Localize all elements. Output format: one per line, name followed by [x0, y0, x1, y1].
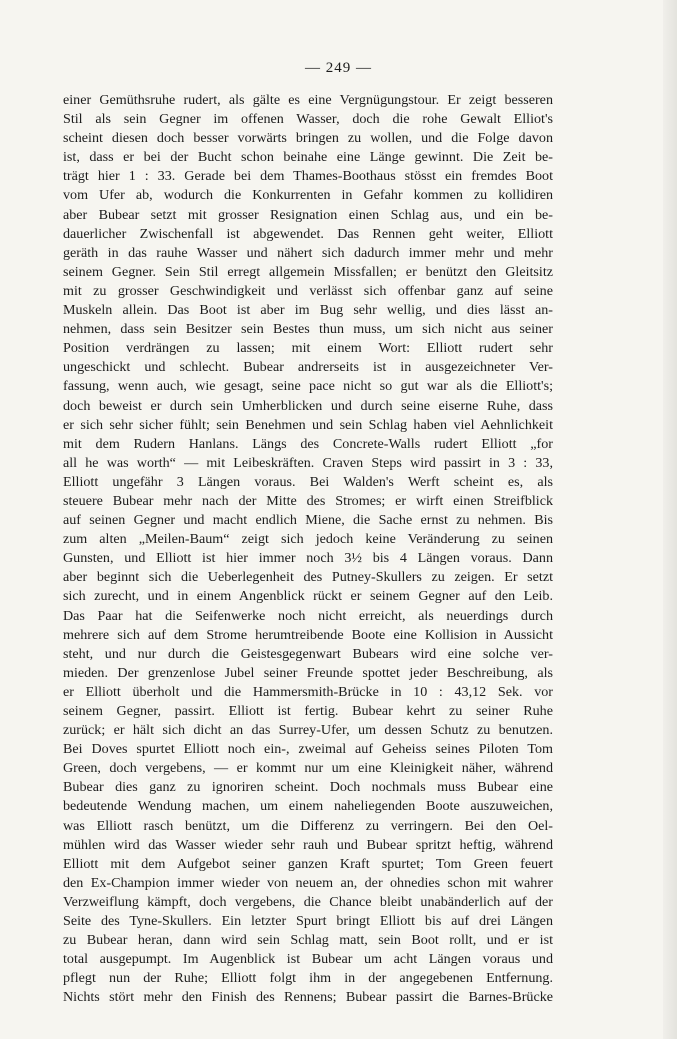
- text-line: vom Ufer ab, wodurch die Konkurrenten in Gefahr kommen zu kollidiren: [63, 187, 553, 204]
- text-line: dauerlicher Zwischenfall ist abgewendet. Das Rennen geht weiter, Elliott: [63, 225, 553, 242]
- text-line: total ausgepumpt. Im Augenblick ist Bubear um acht Längen voraus und: [63, 951, 553, 968]
- text-line: mieden. Der grenzenlose Jubel seiner Freunde spottet jeder Beschreibung, als: [63, 664, 553, 681]
- text-line: seinem Gegner, passirt. Elliott ist fertig. Bubear kehrt zu seiner Ruhe: [63, 703, 553, 719]
- text-line: den Ex-Champion immer wieder von neuem an, der ohnedies schon mit wahrer: [63, 874, 553, 891]
- text-line: mehrere sich auf dem Strome herumtreibende Boote eine Kollision in Aussicht: [63, 626, 553, 643]
- text-line: Seite des Tyne-Skullers. Ein letzter Spurt bringt Elliott bis auf drei Längen: [63, 913, 553, 930]
- text-line: scheint diesen doch besser vorwärts bringen zu wollen, und die Folge davon: [63, 130, 553, 147]
- text-line: Muskeln allein. Das Boot ist aber im Bug sehr wellig, und dies lässt an-: [63, 302, 553, 319]
- text-line: nehmen, dass sein Besitzer sein Bestes thun muss, um sich nicht aus seiner: [63, 321, 553, 338]
- text-line: zum alten „Meilen-Baum“ zeigt sich jedoch keine Veränderung zu seinen: [63, 531, 553, 548]
- text-line: aber Bubear setzt mit grosser Resignation einen Schlag aus, und ein be-: [63, 206, 553, 223]
- text-line: mit zu grosser Geschwindigkeit und verlässt sich offenbar ganz auf seine: [63, 282, 553, 299]
- text-line: ungeschickt und schlecht. Bubear andrerseits ist in ausgezeichneter Ver-: [63, 359, 553, 376]
- text-line: einer Gemüthsruhe rudert, als gälte es eine Vergnügungstour. Er zeigt besseren: [63, 92, 553, 108]
- text-line: fassung, wenn auch, wie gesagt, seine pace nicht so gut war als die Elliott's;: [63, 378, 553, 395]
- text-line: auf seinen Gegner und macht endlich Miene, die Sache ernst zu nehmen. Bis: [63, 512, 553, 529]
- text-line: Elliott ungefähr 3 Längen voraus. Bei Walden's Werft scheint es, als: [63, 473, 553, 490]
- text-line: geräth in das rauhe Wasser und nähert sich dadurch immer mehr und mehr: [63, 244, 553, 261]
- text-line: mit dem Rudern Hanlans. Längs des Concrete-Walls rudert Elliott „for: [63, 435, 553, 452]
- text-line: pflegt nun der Ruhe; Elliott folgt ihm in der angegebenen Entfernung.: [63, 970, 553, 987]
- text-line: Elliott mit dem Aufgebot seiner ganzen Kraft spurtet; Tom Green feuert: [63, 855, 553, 872]
- text-line: all he was worth“ — mit Leibeskräften. Craven Steps wird passirt in 3 : 33,: [63, 454, 553, 471]
- text-line: Green, doch vergebens, — er kommt nur um eine Kleinigkeit näher, während: [63, 760, 553, 777]
- text-line: Verzweiflung kämpft, doch vergebens, die Chance bleibt unabänderlich auf der: [63, 893, 553, 910]
- text-line: trägt hier 1 : 33. Gerade bei dem Thames-Boothaus stösst ein fremdes Boot: [63, 168, 553, 185]
- text-line: mühlen wird das Wasser wieder sehr rauh und Bubear spritzt heftig, während: [63, 836, 553, 853]
- scan-edge: [663, 0, 677, 1039]
- text-line: zurück; er hält sich dicht an das Surrey-Ufer, um dessen Schutz zu benutzen.: [63, 722, 553, 739]
- text-line: Nichts stört mehr den Finish des Rennens; Bubear passirt die Barnes-Brücke: [63, 989, 553, 1006]
- text-line: zu Bubear heran, dann wird sein Schlag matt, sein Boot rollt, und er ist: [63, 932, 553, 949]
- text-line: Position verdrängen zu lassen; mit einem Wort: Elliott rudert sehr: [63, 340, 553, 357]
- text-line: Bei Doves spurtet Elliott noch ein-, zweimal auf Geheiss seines Piloten Tom: [63, 741, 553, 758]
- text-line: Stil als sein Gegner im offenen Wasser, doch die rohe Gewalt Elliot's: [63, 111, 553, 128]
- text-line: ist, dass er bei der Bucht schon beinahe eine Länge gewinnt. Die Zeit be-: [63, 149, 553, 166]
- text-line: was Elliott rasch benützt, um die Differenz zu verringern. Bei den Oel-: [63, 817, 553, 834]
- text-line: aber beginnt sich die Ueberlegenheit des Putney-Skullers zu zeigen. Er setzt: [63, 569, 553, 586]
- text-line: bedeutende Wendung machen, um einem naheliegenden Boote auszuweichen,: [63, 798, 553, 815]
- text-line: Das Paar hat die Seifenwerke noch nicht erreicht, als neuerdings durch: [63, 607, 553, 624]
- text-line: er Elliott überholt und die Hammersmith-Brücke in 10 : 43,12 Sek. vor: [63, 683, 553, 700]
- body-text: [63, 91, 553, 1008]
- text-line: sich zurecht, und in einem Angenblick rückt er seinem Gegner auf den Leib.: [63, 588, 553, 605]
- text-line: Bubear dies ganz zu ignoriren scheint. Doch nochmals muss Bubear eine: [63, 779, 553, 796]
- text-line: er sich sehr sicher fühlt; sein Benehmen und sein Schlag haben viel Aehnlichkeit: [63, 416, 553, 433]
- text-line: doch beweist er durch sein Umherblicken und durch seine eiserne Ruhe, dass: [63, 397, 553, 414]
- text-line: steuere Bubear mehr nach der Mitte des Stromes; er wirft einen Streifblick: [63, 492, 553, 509]
- page-number: — 249 —: [305, 60, 372, 76]
- text-line: seinem Gegner. Sein Stil erregt allgemein Missfallen; er benützt den Gleitsitz: [63, 263, 553, 280]
- text-line: steht, und nur durch die Geistesgegenwart Bubears wird eine solche ver-: [63, 645, 553, 662]
- text-line: Gunsten, und Elliott ist hier immer noch 3½ bis 4 Längen voraus. Dann: [63, 550, 553, 567]
